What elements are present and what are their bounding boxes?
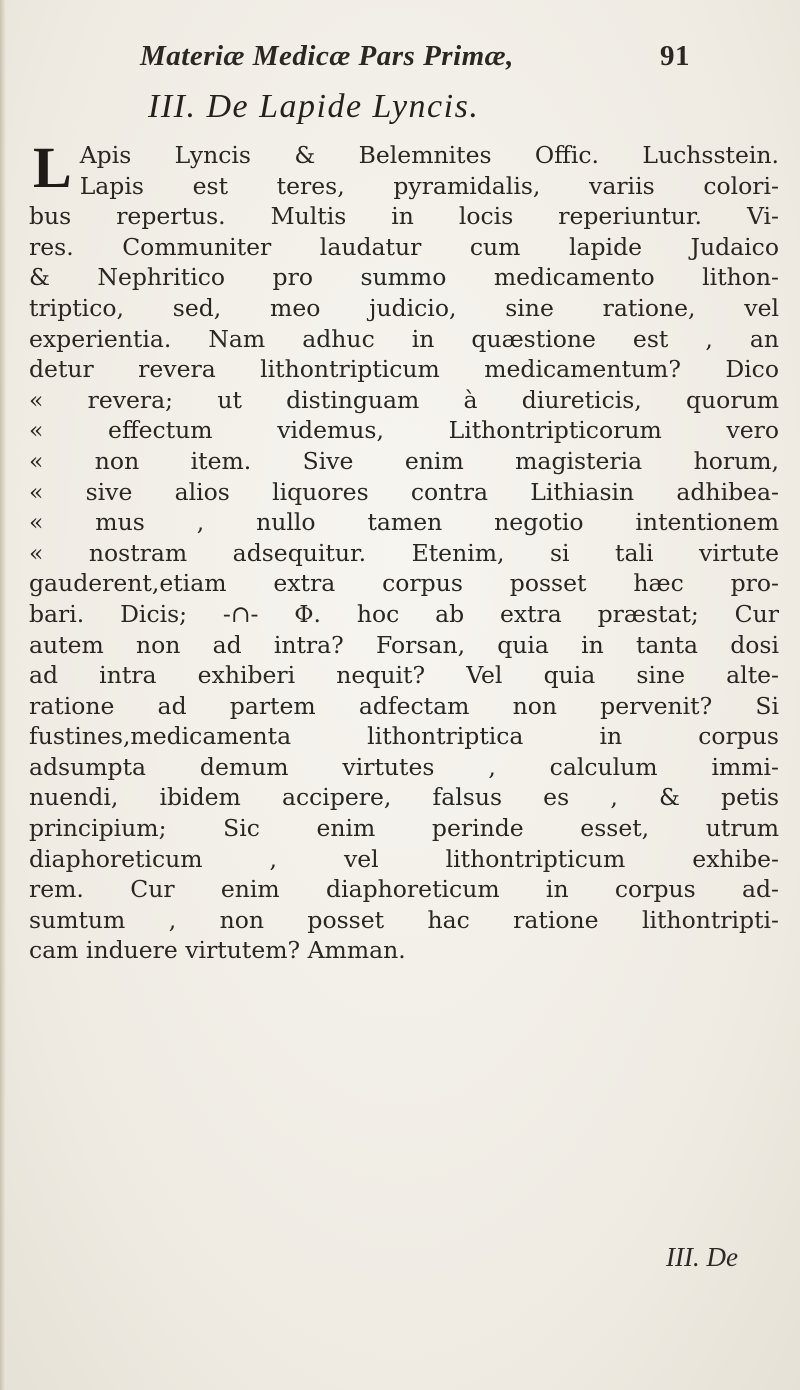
page-number: 91	[660, 40, 690, 72]
text-line: bus repertus. Multis in locis reperiuntur. Vi-	[29, 202, 779, 231]
text-line: principium; Sic enim perinde esset, utrum	[29, 814, 779, 843]
text-line: Lapis est teres, pyramidalis, variis colori-	[79, 171, 779, 200]
running-head	[140, 40, 690, 76]
text-line: Apis Lyncis & Belemnites Offic. Luchsstein.	[79, 141, 779, 169]
running-head-title: Materiæ Medicæ Pars Primæ,	[140, 40, 514, 72]
text-line: detur revera lithontripticum medicamentum? Dico	[29, 355, 779, 384]
text-line: cam induere virtutem? Amman.	[29, 936, 406, 965]
text-line: bari. Dicis; -∩- Φ. hoc ab extra præstat; Cur	[29, 599, 779, 628]
body-text	[29, 135, 779, 966]
text-line: nuendi, ibidem accipere, falsus es , & petis	[29, 783, 779, 812]
text-line: experientia. Nam adhuc in quæstione est , an	[29, 324, 779, 353]
text-line: « effectum videmus, Lithontripticorum vero	[29, 416, 779, 445]
text-line: ad intra exhiberi nequit? Vel quia sine alte-	[29, 661, 779, 690]
text-line: rem. Cur enim diaphoreticum in corpus ad-	[29, 875, 779, 904]
text-line: triptico, sed, meo judicio, sine ratione, vel	[29, 293, 779, 322]
catchword: III. De	[666, 1242, 738, 1272]
drop-initial: L	[33, 135, 72, 200]
text-line: gauderent,etiam extra corpus posset hæc pro-	[29, 569, 779, 598]
text-line: autem non ad intra? Forsan, quia in tanta dosi	[29, 630, 779, 659]
text-line: fustines,medicamenta lithontriptica in corpus	[29, 722, 779, 751]
text-line: « non item. Sive enim magisteria horum,	[29, 446, 779, 475]
text-line: « sive alios liquores contra Lithiasin adhibea-	[29, 477, 779, 506]
text-line: « revera; ut distinguam à diureticis, quorum	[29, 385, 779, 414]
text-line: & Nephritico pro summo medicamento lithon-	[29, 263, 779, 292]
text-line: « nostram adsequitur. Etenim, si tali virtute	[29, 538, 779, 567]
text-line: sumtum , non posset hac ratione lithontripti-	[29, 905, 779, 934]
text-line: adsumpta demum virtutes , calculum immi-	[29, 752, 779, 781]
page-gutter	[0, 0, 6, 1390]
text-line: res. Communiter laudatur cum lapide Judaico	[29, 232, 779, 261]
text-line: diaphoreticum , vel lithontripticum exhibe-	[29, 844, 779, 873]
section-heading: III. De Lapide Lyncis.	[148, 88, 480, 125]
text-line: « mus , nullo tamen negotio intentionem	[29, 508, 779, 537]
text-line: ratione ad partem adfectam non pervenit? Si	[29, 691, 779, 720]
